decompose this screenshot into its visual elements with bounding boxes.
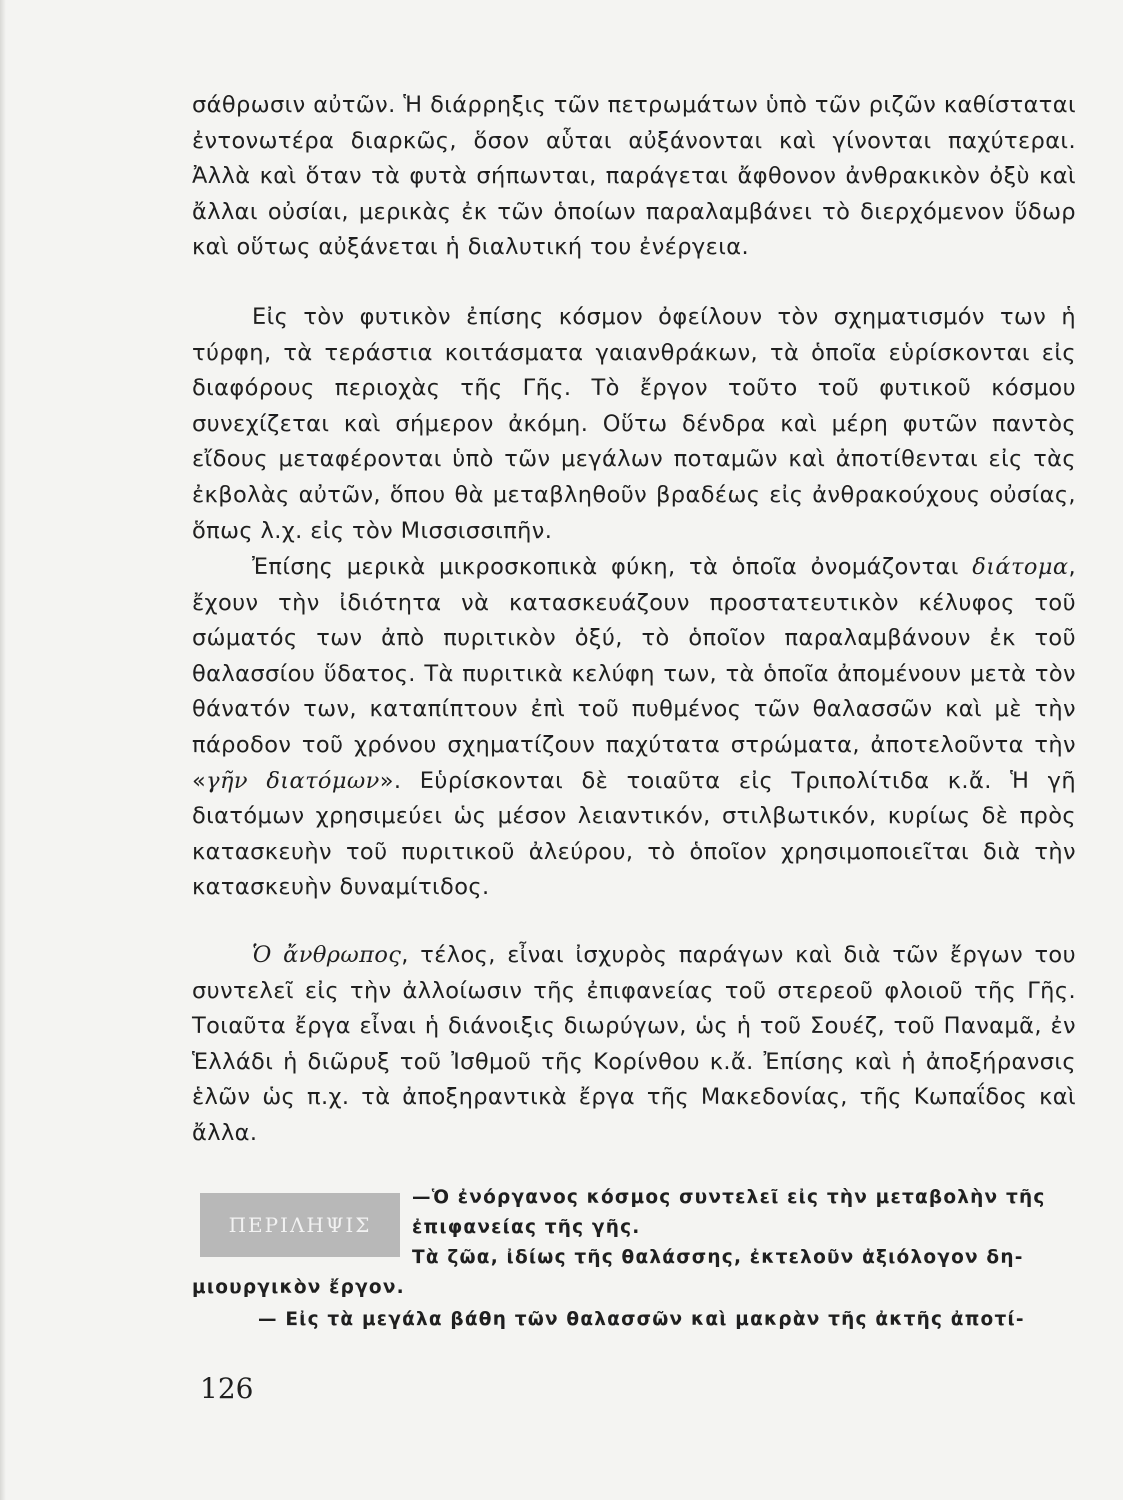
paragraph-2 xyxy=(192,300,1076,549)
term-anthropos: Ὁ ἄνθρωπος xyxy=(252,942,402,968)
summary-line-2-continued: μιουργικὸν ἔργον. xyxy=(192,1277,405,1298)
summary-line-1: —Ὁ ἐνόργανος κόσμος συντελεῖ εἰς τὴν μεταβολὴν τῆς ἐπιφανείας τῆς γῆς. xyxy=(412,1187,1046,1238)
paragraph-3-part-c: ». Εὑρίσκονται δὲ τοιαῦτα εἰς Τριπολίτιδα κ.ἄ. Ἡ γῆ διατόμων χρησιμεύει ὡς μέσον λειαντικόν, στιλβωτικόν, κυρίως δὲ πρὸς κατασκευὴν τοῦ πυριτικοῦ ἀλεύρου, τὸ ὁποῖον χρησιμοποιεῖται διὰ τὴν κατασκευὴν δυναμίτιδος. xyxy=(192,767,1077,901)
paragraph-3-part-a: Ἐπίσης μερικὰ μικροσκοπικὰ φύκη, τὰ ὁποῖα ὀνομάζονται xyxy=(252,554,959,580)
page-number: 126 xyxy=(200,1372,254,1405)
page-edge-shadow xyxy=(0,0,6,1500)
paragraph-4 xyxy=(192,938,1076,1152)
paragraph-3-part-b: , ἔχουν τὴν ἰδιότητα νὰ κατασκευάζουν προστατευτικὸν κέλυφος τοῦ σώματός των ἀπὸ πυριτικὸν ὀξύ, τὸ ὁποῖον παραλαμβάνουν ἐκ τοῦ θαλασσίου ὕδατος. Τὰ πυριτικὰ κελύφη των, τὰ ὁποῖα ἀπομένουν μετὰ τὸν θάνατόν των, καταπίπτουν ἐπὶ τοῦ πυθμένος τῶν θαλασσῶν καὶ μὲ τὴν πάροδον τοῦ χρόνου σχηματίζουν παχύτατα στρώματα, ἀποτελοῦντα τὴν « xyxy=(192,554,1077,794)
summary-label: ΠΕΡΙΛΗΨΙΣ xyxy=(200,1193,400,1257)
paragraph-4-text xyxy=(192,938,1076,1152)
paragraph-1-text: σάθρωσιν αὐτῶν. Ἡ διάρρηξις τῶν πετρωμάτων ὑπὸ τῶν ριζῶν καθίσταται ἐντονωτέρα διαρκῶς, ὅσον αὗται αὐξάνονται καὶ γίνονται παχύτεραι. Ἀλλὰ καὶ ὅταν τὰ φυτὰ σήπωνται, παράγεται ἄφθονον ἀνθρακικὸν ὀξὺ καὶ ἄλλαι οὐσίαι, μερικὰς ἐκ τῶν ὁποίων παραλαμβάνει τὸ διερχόμενον ὕδωρ καὶ οὕτως αὐξάνεται ἡ διαλυτική του ἐνέργεια. xyxy=(192,92,1076,261)
summary-line-2: Τὰ ζῶα, ἰδίως τῆς θαλάσσης, ἐκτελοῦν ἀξιόλογον δη- xyxy=(412,1247,1024,1268)
paragraph-3 xyxy=(192,550,1076,906)
paragraph-2-text: Εἰς τὸν φυτικὸν ἐπίσης κόσμον ὀφείλουν τὸν σχηματισμόν των ἡ τύρφη, τὰ τεράστια κοιτάσματα γαιανθράκων, τὰ ὁποῖα εὑρίσκονται εἰς διαφόρους περιοχὰς τῆς Γῆς. Τὸ ἔργον τοῦτο τοῦ φυτικοῦ κόσμου συνεχίζεται καὶ σήμερον ἀκόμη. Οὕτω δένδρα καὶ μέρη φυτῶν παντὸς εἴδους μεταφέρονται ὑπὸ τῶν μεγάλων ποταμῶν καὶ ἀποτίθενται εἰς τὰς ἐκβολὰς αὐτῶν, ὅπου θὰ μεταβληθοῦν βραδέως εἰς ἀνθρακούχους οὐσίας, ὅπως λ.χ. εἰς τὸν Μισσισσιπῆν. xyxy=(192,304,1076,544)
paragraph-4-body: , τέλος, εἶναι ἰσχυρὸς παράγων καὶ διὰ τῶν ἔργων του συντελεῖ εἰς τὴν ἀλλοίωσιν τῆς ἐπιφανείας τοῦ στερεοῦ φλοιοῦ τῆς Γῆς. Τοιαῦτα ἔργα εἶναι ἡ διάνοιξις διωρύγων, ὡς ἡ τοῦ Σουέζ, τοῦ Παναμᾶ, ἐν Ἑλλάδι ἡ διῶρυξ τοῦ Ἰσθμοῦ τῆς Κορίνθου κ.ἄ. Ἐπίσης καὶ ἡ ἀποξήρανσις ἑλῶν ὡς π.χ. τὰ ἀποξηραντικὰ ἔργα τῆς Μακεδονίας, τῆς Κωπαΐδος καὶ ἄλλα. xyxy=(192,942,1076,1146)
paragraph-1 xyxy=(192,88,1076,266)
summary-line-3: — Εἰς τὰ μεγάλα βάθη τῶν θαλασσῶν καὶ μακρὰν τῆς ἀκτῆς ἀποτί- xyxy=(258,1309,1025,1330)
term-gi-diatomon: γῆν διατόμων xyxy=(206,767,380,794)
paragraph-3-text xyxy=(192,550,1076,906)
term-diatoma: διάτομα xyxy=(972,554,1069,580)
